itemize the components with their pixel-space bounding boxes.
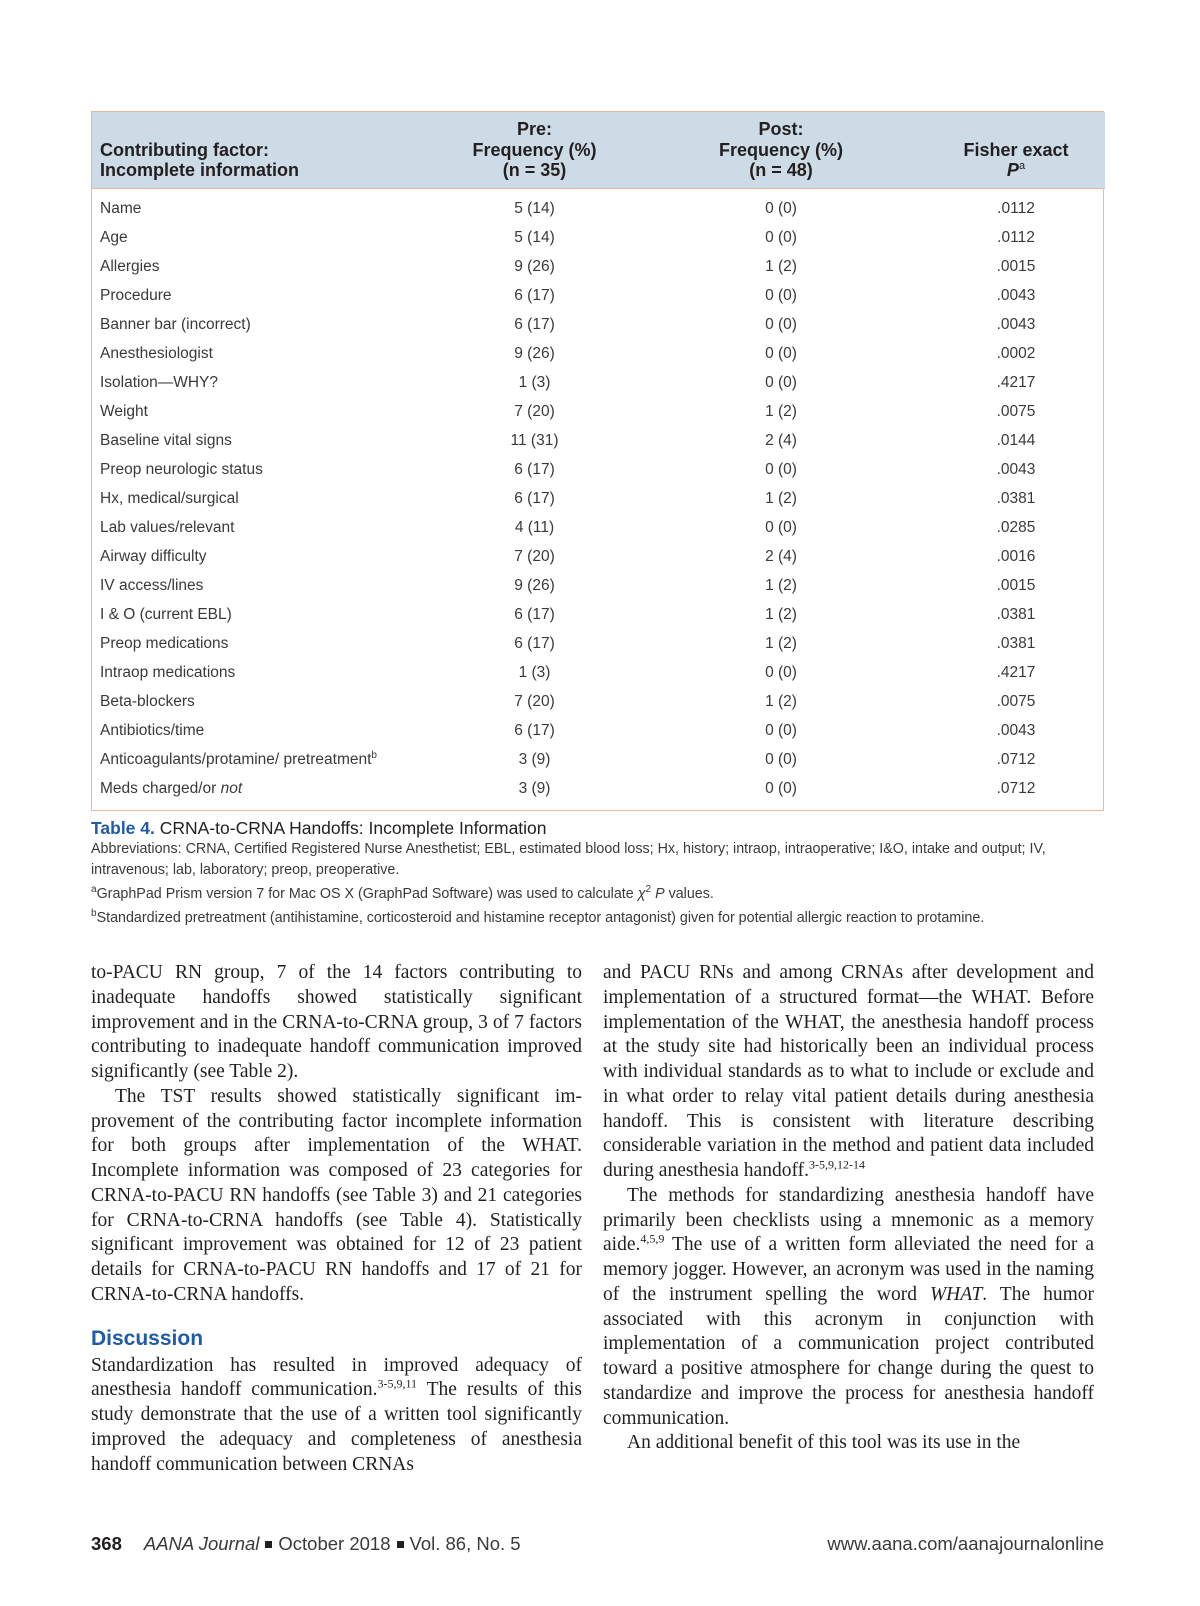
- footnote-mark: b: [371, 749, 377, 761]
- factor-cell: Airway difficulty: [100, 548, 207, 565]
- p-value-cell: .0144: [996, 432, 1036, 449]
- pre-cell: 4 (11): [514, 519, 555, 536]
- table-label: Table 4.: [91, 818, 155, 838]
- table-row: [92, 188, 1105, 224]
- header-factor: Contributing factor: Incomplete information: [92, 112, 434, 188]
- table-row: [92, 688, 1105, 717]
- pre-cell: 6 (17): [514, 461, 555, 478]
- bullet-separator: [265, 1541, 272, 1548]
- factor-cell: Preop medications: [100, 635, 229, 652]
- p-value-cell: .4217: [996, 664, 1036, 681]
- factor-cell: Beta-blockers: [100, 693, 195, 710]
- journal-url[interactable]: www.aana.com/aanajournalonline: [827, 1533, 1104, 1554]
- factor-cell: Antibiotics/time: [100, 722, 205, 739]
- pre-cell: 1 (3): [518, 374, 551, 391]
- factor-cell: Lab values/relevant: [100, 519, 235, 536]
- p-value-cell: .0285: [996, 519, 1036, 536]
- data-table-box: [91, 111, 1104, 811]
- factor-cell: Name: [100, 200, 142, 217]
- p-value-cell: .0043: [996, 461, 1036, 478]
- pre-cell: 9 (26): [514, 577, 555, 594]
- p-value-cell: .0381: [996, 490, 1036, 507]
- factor-cell: I & O (current EBL): [100, 606, 232, 623]
- right-column: [603, 961, 1094, 1456]
- factor-cell: Meds charged/or not: [100, 780, 243, 797]
- post-cell: 0 (0): [765, 316, 797, 333]
- factor-cell: Intraop medications: [100, 664, 236, 681]
- post-cell: 1 (2): [765, 577, 797, 594]
- header-fisher: Fisher exact $P^a$: [927, 112, 1105, 188]
- post-cell: 0 (0): [765, 200, 797, 217]
- page-number: 368: [91, 1533, 122, 1554]
- post-cell: 0 (0): [765, 519, 797, 536]
- p-value-cell: .0381: [996, 606, 1036, 623]
- p-value-cell: .0043: [996, 287, 1036, 304]
- table-row: [92, 572, 1105, 601]
- left-column: [91, 961, 582, 1477]
- pre-cell: 6 (17): [514, 722, 555, 739]
- factor-cell: Anticoagulants/protamine/ pretreatment$^b$: [100, 749, 377, 768]
- p-value-cell: .0112: [997, 200, 1035, 217]
- right-paragraph-1: and PACU RNs and among CRNAs after development and implementation of a structured format—the WHAT. Before implementation of the WHAT, the anesthesia handoff process at the study site had historically been an individual process with individual standards as to what to include or exclude and in what order to relay vital patient details during anesthesia handoff. This is consistent with literature describing considerable variation in the method and patient data included during anesthesia handoff.$^{3-5,9,12-14}$: [603, 962, 1094, 1181]
- pre-cell: 11 (31): [510, 432, 559, 449]
- pre-cell: 7 (20): [514, 403, 555, 420]
- table-row: [92, 659, 1105, 688]
- footnote-b: $^b$Standardized pretreatment (antihistamine, corticosteroid and histamine receptor antagonist) given for potential allergic reaction to protamine.: [91, 908, 985, 927]
- factor-cell: Age: [100, 229, 128, 246]
- page-footer: [91, 1533, 1104, 1555]
- volume-info: Vol. 86, No. 5: [409, 1533, 521, 1554]
- header-pre: Pre: Frequency (%) (n = 35): [434, 112, 635, 188]
- table-row: [92, 398, 1105, 427]
- table-row: [92, 485, 1105, 514]
- issue-date: October 2018: [278, 1533, 391, 1554]
- factor-cell: Procedure: [100, 287, 172, 304]
- table-row: [92, 282, 1105, 311]
- table-row: [92, 311, 1105, 340]
- right-paragraph-3: An additional benefit of this tool was its use in the: [627, 1432, 1021, 1454]
- post-cell: 1 (2): [765, 606, 797, 623]
- pre-cell: 5 (14): [514, 200, 555, 217]
- table-row: [92, 514, 1105, 543]
- pre-cell: 3 (9): [518, 780, 551, 797]
- table-row: [92, 456, 1105, 485]
- p-value-cell: .0112: [997, 229, 1035, 246]
- post-cell: 0 (0): [765, 374, 797, 391]
- table-body: [92, 188, 1105, 810]
- pre-cell: 9 (26): [514, 345, 555, 362]
- pre-cell: 1 (3): [518, 664, 551, 681]
- post-cell: 0 (0): [765, 345, 797, 362]
- table-row: [92, 543, 1105, 572]
- factor-cell: Hx, medical/surgical: [100, 490, 239, 507]
- post-cell: 1 (2): [765, 693, 797, 710]
- pre-cell: 6 (17): [514, 635, 555, 652]
- caption-abbreviations: Abbreviations: CRNA, Certified Registered Nurse Anesthetist; EBL, estimated blood loss; Hx, history; intraop, intraoperative; I&O, intake and output; IV, intravenous; lab, laboratory; preop, preoperative.: [91, 841, 1046, 878]
- pre-cell: 7 (20): [514, 693, 555, 710]
- post-cell: 1 (2): [765, 258, 797, 275]
- post-cell: 0 (0): [765, 461, 797, 478]
- factor-cell: IV access/lines: [100, 577, 204, 594]
- caption-title: [91, 817, 1104, 839]
- post-cell: 0 (0): [765, 751, 797, 768]
- table-row: [92, 369, 1105, 398]
- p-value-cell: .0016: [996, 548, 1036, 565]
- p-value-cell: .0043: [996, 316, 1036, 333]
- p-value-cell: .0075: [996, 403, 1036, 420]
- table-row: [92, 775, 1105, 810]
- factor-cell: Isolation—WHY?: [100, 374, 219, 391]
- right-paragraph-2: The methods for standardizing anesthesia handoff have primarily been checklists using a mnemonic as a memory aide.$^{4,5,9}$ The use of a written form alleviated the need for a memory jogger. However, an acronym was used in the naming of the instrument spelling the word WHAT. The humor associated with this acronym in conjunction with implementation of a communication project contributed toward a positive atmosphere for change during the quest to standardize and improve the process for anesthesia handoff communication.: [603, 1184, 1094, 1429]
- table-title: CRNA-to-CRNA Handoffs: Incomplete Information: [159, 818, 547, 838]
- pre-cell: 9 (26): [514, 258, 555, 275]
- left-paragraph-3: Standardization has resulted in improved adequacy of anesthesia handoff communication.$^{3-5,9,11}$ The results of this study demonstrate that the use of a written tool significantly improved the adequacy and completeness of anesthesia handoff communication between CRNAs: [91, 1354, 582, 1475]
- p-value-cell: .0712: [996, 780, 1036, 797]
- left-paragraph-2: The TST results showed statistically significant improvement of the contributing factor incomplete information for both groups after implementation of the WHAT. Incomplete information was composed of 23 categories for CRNA-to-PACU RN handoffs (see Table 3) and 21 categories for CRNA-to-CRNA handoffs (see Table 4). Statistically significant improvement was obtained for 12 of 23 patient details for CRNA-to-PACU RN handoffs and 17 of 21 for CRNA-to-CRNA handoffs.: [91, 1085, 582, 1305]
- table-row: [92, 746, 1105, 775]
- italic-text: not: [220, 780, 243, 797]
- factor-cell: Anesthesiologist: [100, 345, 213, 362]
- p-value-cell: .0381: [996, 635, 1036, 652]
- discussion-heading: Discussion: [91, 1326, 204, 1350]
- post-cell: 1 (2): [765, 635, 797, 652]
- pre-cell: 6 (17): [514, 316, 555, 333]
- table-row: [92, 224, 1105, 253]
- pre-cell: 3 (9): [518, 751, 551, 768]
- post-cell: 2 (4): [765, 548, 797, 565]
- p-value-cell: .4217: [996, 374, 1036, 391]
- post-cell: 0 (0): [765, 664, 797, 681]
- factor-cell: Baseline vital signs: [100, 432, 232, 449]
- post-cell: 0 (0): [765, 229, 797, 246]
- p-value-cell: .0075: [996, 693, 1036, 710]
- table-row: [92, 427, 1105, 456]
- table-header: [92, 112, 1105, 188]
- bullet-separator: [397, 1541, 404, 1548]
- pre-cell: 6 (17): [514, 606, 555, 623]
- post-cell: 2 (4): [765, 432, 797, 449]
- left-paragraph-1: to-PACU RN group, 7 of the 14 factors contributing to inadequate handoffs showed statistically significant improvement and in the CRNA-to-CRNA group, 3 of 7 factors contributing to inadequate handoff communication improved significantly (see Table 2).: [91, 962, 582, 1082]
- post-cell: 1 (2): [765, 490, 797, 507]
- factor-cell: Banner bar (incorrect): [100, 316, 251, 333]
- header-post: Post: Frequency (%) (n = 48): [635, 112, 927, 188]
- post-cell: 0 (0): [765, 722, 797, 739]
- post-cell: 0 (0): [765, 780, 797, 797]
- factor-cell: Allergies: [100, 258, 160, 275]
- footnote-a: $^a$GraphPad Prism version 7 for Mac OS X (GraphPad Software) was used to calculate $\chi^2$ P values.: [91, 884, 714, 902]
- pre-cell: 6 (17): [514, 490, 555, 507]
- p-value-cell: .0015: [996, 258, 1036, 275]
- table-row: [92, 717, 1105, 746]
- table-row: [92, 601, 1105, 630]
- table-row: [92, 630, 1105, 659]
- table-row: [92, 253, 1105, 282]
- table-caption: [91, 817, 1104, 929]
- p-value-cell: .0002: [996, 345, 1036, 362]
- pre-cell: 5 (14): [514, 229, 555, 246]
- pre-cell: 7 (20): [514, 548, 555, 565]
- post-cell: 1 (2): [765, 403, 797, 420]
- table-row: [92, 340, 1105, 369]
- post-cell: 0 (0): [765, 287, 797, 304]
- factor-cell: Weight: [100, 403, 148, 420]
- factor-cell: Preop neurologic status: [100, 461, 263, 478]
- p-value-cell: .0043: [996, 722, 1036, 739]
- pre-cell: 6 (17): [514, 287, 555, 304]
- p-value-cell: .0712: [996, 751, 1036, 768]
- p-value-cell: .0015: [996, 577, 1036, 594]
- incomplete-information-table: [92, 112, 1105, 810]
- journal-name: AANA Journal: [143, 1533, 260, 1554]
